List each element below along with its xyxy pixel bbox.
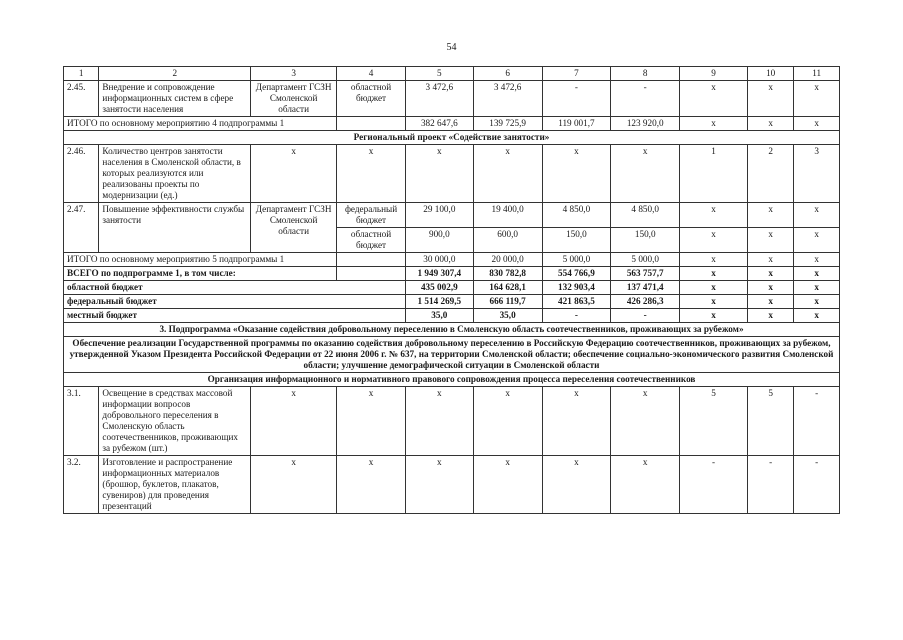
row-activity-name: Повышение эффективности службы занятости (99, 203, 251, 253)
empty-cell (337, 267, 406, 281)
row-executor: х (251, 456, 337, 514)
cell-year-1: 666 119,7 (473, 295, 542, 309)
cell-year-2: 4 850,0 (542, 203, 611, 228)
cell-indicator-3: х (794, 281, 840, 295)
cell-total: х (405, 145, 473, 203)
row-activity-name: Изготовление и распространение информационных материалов (брошюр, буклетов, плакатов, сувениров) для проведения презентаций (99, 456, 251, 514)
cell-year-3: 123 920,0 (611, 117, 680, 131)
organization-section-title: Организация информационного и нормативного правового сопровождения процесса переселения соотечественников (64, 373, 840, 387)
column-number: 8 (611, 67, 680, 81)
row-funding-source: х (337, 387, 406, 456)
cell-indicator-3: х (794, 267, 840, 281)
column-number: 7 (542, 67, 611, 81)
cell-indicator-3: х (794, 228, 840, 253)
cell-indicator-2: х (747, 203, 794, 228)
cell-total: х (405, 456, 473, 514)
row-executor: х (251, 387, 337, 456)
cell-year-3: х (611, 456, 680, 514)
table-row-3-1 (64, 387, 840, 456)
cell-indicator-2: х (747, 228, 794, 253)
cell-indicator-3: - (794, 456, 840, 514)
table-row-2-46 (64, 145, 840, 203)
column-number: 2 (99, 67, 251, 81)
cell-indicator-2: х (747, 117, 794, 131)
cell-year-2: 5 000,0 (542, 253, 611, 267)
column-number: 1 (64, 67, 99, 81)
budget-label: областной бюджет (64, 281, 406, 295)
itogo-row-5 (64, 253, 840, 267)
cell-indicator-2: х (747, 253, 794, 267)
cell-year-2: 421 863,5 (542, 295, 611, 309)
cell-total: х (405, 387, 473, 456)
cell-indicator-2: х (747, 81, 794, 117)
cell-indicator-1: х (680, 253, 748, 267)
cell-total: 29 100,0 (405, 203, 473, 228)
cell-year-2: 554 766,9 (542, 267, 611, 281)
cell-indicator-1: х (680, 281, 748, 295)
cell-year-2: х (542, 456, 611, 514)
cell-indicator-2: х (747, 295, 794, 309)
cell-year-2: - (542, 309, 611, 323)
column-number: 11 (794, 67, 840, 81)
cell-indicator-1: - (680, 456, 748, 514)
cell-year-2: х (542, 387, 611, 456)
cell-year-3: 426 286,3 (611, 295, 680, 309)
cell-year-2: 132 903,4 (542, 281, 611, 295)
subprogram-header-row (64, 323, 840, 337)
cell-year-2: х (542, 145, 611, 203)
cell-year-1: 35,0 (473, 309, 542, 323)
cell-indicator-3: х (794, 117, 840, 131)
cell-indicator-3: х (794, 253, 840, 267)
table-row-3-2 (64, 456, 840, 514)
cell-indicator-2: - (747, 456, 794, 514)
column-number: 9 (680, 67, 748, 81)
cell-year-1: х (473, 456, 542, 514)
vsego-row (64, 267, 840, 281)
cell-total: 1 514 269,5 (405, 295, 473, 309)
column-number: 10 (747, 67, 794, 81)
section-header-row (64, 373, 840, 387)
cell-indicator-1: х (680, 228, 748, 253)
subprogram-goal: Обеспечение реализации Государственной программы по оказанию содействия добровольному переселению в Российскую Федерацию соотечественников, проживающих за рубежом, утвержденной Указом Президента Российской Федерации от 22 июня 2006 г. № 637, на территории Смоленской области; обеспечение социально-экономического развития Смоленской области; улучшение демографической ситуации в Смоленской области (64, 337, 840, 373)
regional-project-title: Региональный проект «Содействие занятости» (64, 131, 840, 145)
cell-indicator-2: 2 (747, 145, 794, 203)
cell-year-2: 119 001,7 (542, 117, 611, 131)
cell-year-1: х (473, 145, 542, 203)
row-number: 3.1. (64, 387, 99, 456)
cell-indicator-1: х (680, 309, 748, 323)
cell-year-2: 150,0 (542, 228, 611, 253)
cell-total: 3 472,6 (405, 81, 473, 117)
cell-year-1: 830 782,8 (473, 267, 542, 281)
column-number: 6 (473, 67, 542, 81)
table-row-2-45 (64, 81, 840, 117)
cell-year-3: х (611, 145, 680, 203)
cell-indicator-2: 5 (747, 387, 794, 456)
row-activity-name: Количество центров занятости населения в Смоленской области, в которых реализуются или реализованы проекты по модернизации (ед.) (99, 145, 251, 203)
column-number: 5 (405, 67, 473, 81)
row-funding-source: областной бюджет (337, 228, 406, 253)
cell-year-3: - (611, 309, 680, 323)
cell-indicator-3: - (794, 387, 840, 456)
row-number: 2.45. (64, 81, 99, 117)
cell-indicator-1: х (680, 81, 748, 117)
vsego-label: ВСЕГО по подпрограмме 1, в том числе: (64, 267, 337, 281)
cell-indicator-1: х (680, 203, 748, 228)
cell-indicator-3: х (794, 309, 840, 323)
section-header-row (64, 131, 840, 145)
itogo-row-4 (64, 117, 840, 131)
row-executor: Департамент ГСЗН Смоленской области (251, 203, 337, 253)
cell-year-1: 164 628,1 (473, 281, 542, 295)
cell-year-2: - (542, 81, 611, 117)
cell-year-3: 137 471,4 (611, 281, 680, 295)
budget-label: федеральный бюджет (64, 295, 406, 309)
cell-year-1: 3 472,6 (473, 81, 542, 117)
column-number: 3 (251, 67, 337, 81)
cell-indicator-1: х (680, 117, 748, 131)
row-executor: х (251, 145, 337, 203)
cell-year-1: х (473, 387, 542, 456)
cell-year-3: 563 757,7 (611, 267, 680, 281)
page-number: 54 (446, 42, 457, 53)
cell-year-1: 20 000,0 (473, 253, 542, 267)
program-table (63, 66, 840, 514)
goal-row (64, 337, 840, 373)
row-activity-name: Освещение в средствах массовой информации вопросов добровольного переселения в Смоленскую область соотечественников, проживающих за рубежом (шт.) (99, 387, 251, 456)
oblast-budget-row (64, 281, 840, 295)
cell-year-1: 600,0 (473, 228, 542, 253)
row-number: 3.2. (64, 456, 99, 514)
column-number-row (64, 67, 840, 81)
row-funding-source: х (337, 145, 406, 203)
row-executor: Департамент ГСЗН Смоленской области (251, 81, 337, 117)
cell-total: 435 002,9 (405, 281, 473, 295)
cell-year-1: 19 400,0 (473, 203, 542, 228)
cell-indicator-1: 1 (680, 145, 748, 203)
cell-year-3: - (611, 81, 680, 117)
cell-indicator-3: х (794, 203, 840, 228)
itogo-label: ИТОГО по основному мероприятию 4 подпрограммы 1 (64, 117, 337, 131)
cell-total: 30 000,0 (405, 253, 473, 267)
cell-indicator-2: х (747, 267, 794, 281)
row-number: 2.47. (64, 203, 99, 253)
local-budget-row (64, 309, 840, 323)
row-funding-source: федеральный бюджет (337, 203, 406, 228)
itogo-label: ИТОГО по основному мероприятию 5 подпрограммы 1 (64, 253, 337, 267)
cell-indicator-2: х (747, 309, 794, 323)
cell-indicator-3: 3 (794, 145, 840, 203)
cell-indicator-3: х (794, 295, 840, 309)
cell-year-3: 150,0 (611, 228, 680, 253)
row-funding-source: х (337, 456, 406, 514)
cell-indicator-1: х (680, 295, 748, 309)
cell-total: 382 647,6 (405, 117, 473, 131)
cell-total: 900,0 (405, 228, 473, 253)
federal-budget-row (64, 295, 840, 309)
cell-indicator-1: х (680, 267, 748, 281)
empty-cell (337, 117, 406, 131)
cell-total: 35,0 (405, 309, 473, 323)
cell-indicator-3: х (794, 81, 840, 117)
empty-cell (337, 253, 406, 267)
budget-label: местный бюджет (64, 309, 406, 323)
row-funding-source: областной бюджет (337, 81, 406, 117)
subprogram-3-title: 3. Подпрограмма «Оказание содействия добровольному переселению в Смоленскую область соотечественников, проживающих за рубежом» (64, 323, 840, 337)
cell-total: 1 949 307,4 (405, 267, 473, 281)
cell-indicator-2: х (747, 281, 794, 295)
cell-indicator-1: 5 (680, 387, 748, 456)
cell-year-1: 139 725,9 (473, 117, 542, 131)
cell-year-3: х (611, 387, 680, 456)
cell-year-3: 4 850,0 (611, 203, 680, 228)
row-activity-name: Внедрение и сопровождение информационных систем в сфере занятости населения (99, 81, 251, 117)
row-number: 2.46. (64, 145, 99, 203)
table-row-2-47 (64, 203, 840, 228)
cell-year-3: 5 000,0 (611, 253, 680, 267)
column-number: 4 (337, 67, 406, 81)
